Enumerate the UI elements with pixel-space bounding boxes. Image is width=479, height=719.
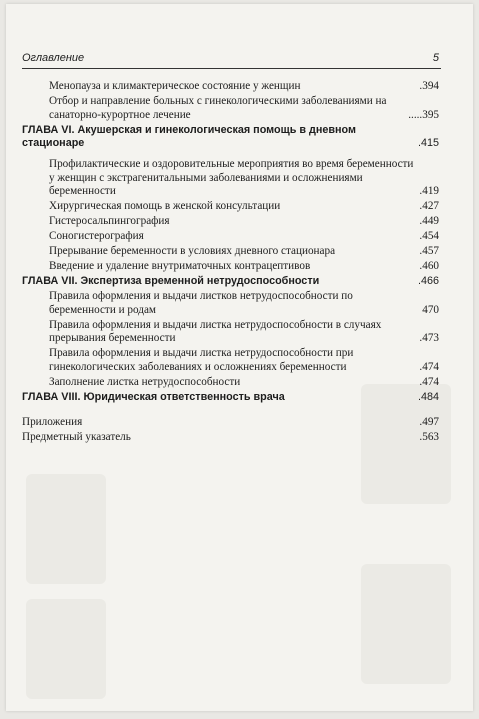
toc-entry: Соногистерография .454 — [49, 230, 439, 242]
toc-entry: Предметный указатель .563 — [22, 430, 439, 443]
toc-chapter: ГЛАВА VI. Акушерская и гинекологическая помощь в дневном стационаре .415 — [22, 123, 439, 149]
toc-entry: Заполнение листка нетрудоспособности .474 — [49, 375, 439, 388]
toc-entry: Введение и удаление внутриматочных контрацептивов .460 — [49, 260, 439, 272]
header-page-number: 5 — [432, 52, 439, 64]
toc-entry: Правила оформления и выдачи листка нетрудоспособности в случаях прерывания беременности .473 — [49, 318, 439, 344]
toc-chapter: ГЛАВА VII. Экспертиза временной нетрудоспособности .466 — [22, 275, 439, 287]
toc-entry: Профилактические и оздоровительные мероприятия во время беременности у женщин с экстрагенитальными заболеваниями и осложнениями беременности .419 — [49, 158, 439, 197]
toc-entry: Отбор и направление больных с гинекологическими заболеваниями на санаторно-курортное лечение .....395 — [49, 95, 439, 121]
toc-entry: Гистеросальпингография .449 — [49, 215, 439, 227]
running-header — [22, 52, 439, 64]
table-of-contents — [22, 80, 439, 446]
bleed-through-photo-2 — [26, 474, 106, 584]
toc-entry: Хирургическая помощь в женской консультации .427 — [49, 200, 439, 212]
header-title: Оглавление — [22, 52, 85, 64]
toc-entry: Прерывание беременности в условиях дневного стационара .457 — [49, 245, 439, 257]
toc-entry: Менопауза и климактерическое состояние у женщин .394 — [49, 80, 439, 92]
toc-entry: Правила оформления и выдачи листка нетрудоспособности при гинекологических заболеваниях и осложнениях беременности .474 — [49, 347, 439, 373]
bleed-through-photo-3 — [361, 564, 451, 684]
header-rule — [22, 68, 441, 69]
toc-entry: Правила оформления и выдачи листков нетрудоспособности по беременности и родам 470 — [49, 290, 439, 316]
toc-entry: Приложения .497 — [22, 415, 439, 428]
toc-chapter: ГЛАВА VIII. Юридическая ответственность врача .484 — [22, 390, 439, 403]
bleed-through-photo-4 — [26, 599, 106, 699]
